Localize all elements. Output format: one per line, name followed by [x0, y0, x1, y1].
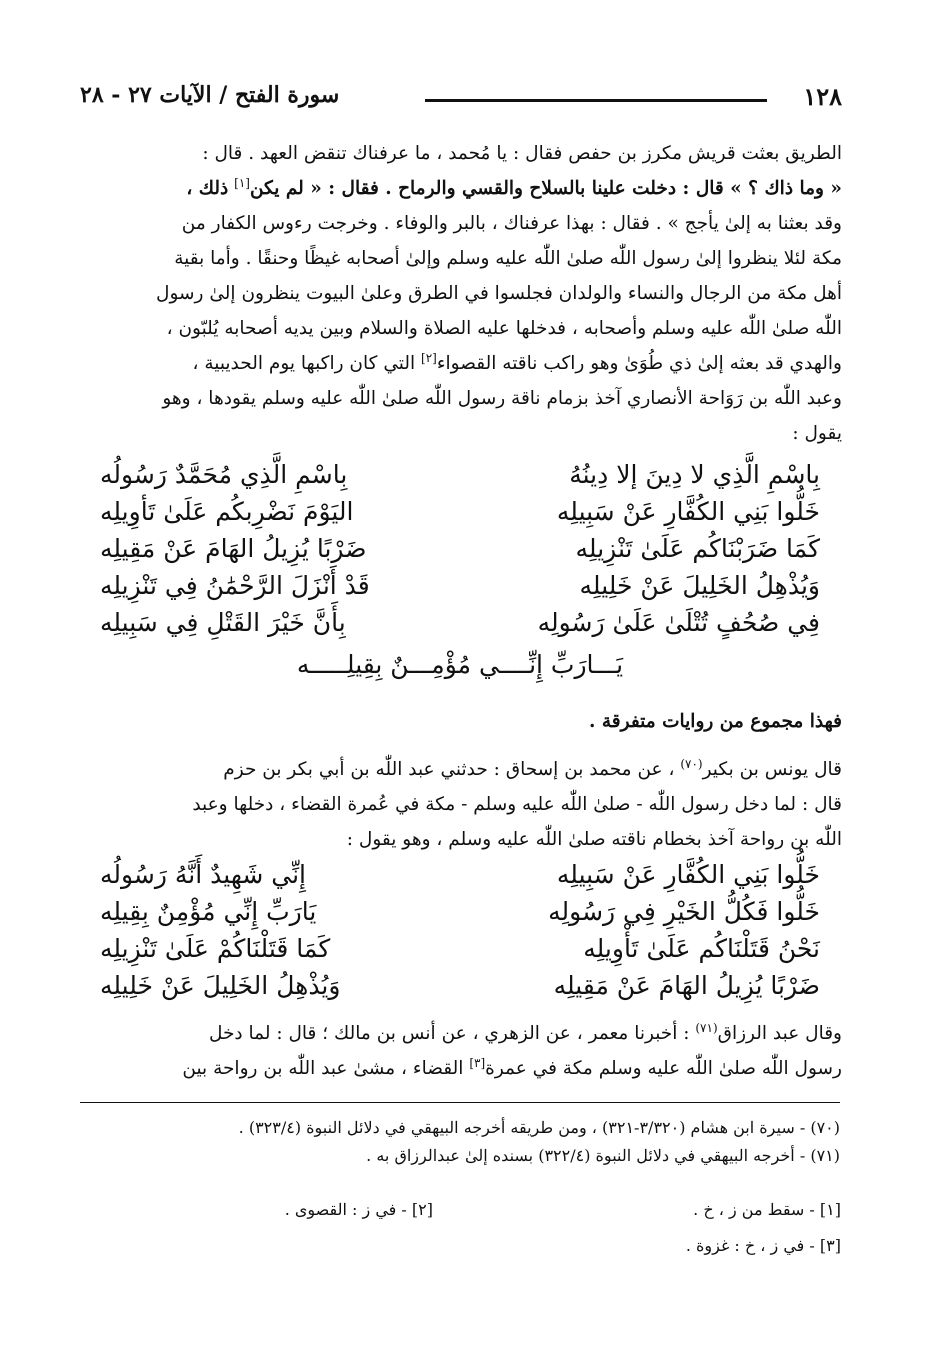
verse-hemistich-1: نَحْنُ قَتَلْنَاكُم عَلَىٰ تَأْوِيلِه — [583, 934, 820, 963]
verse-hemistich-2: كَمَا قَتَلْنَاكُمْ عَلَىٰ تَنْزِيلِه — [100, 934, 331, 963]
header-rule — [425, 99, 767, 102]
note-marker: [١] — [234, 175, 250, 190]
verse-hemistich-1: فِي صُحُفٍ تُتْلَىٰ عَلَىٰ رَسُولِه — [537, 608, 820, 637]
verse-row — [100, 497, 820, 534]
verse-row — [100, 934, 820, 971]
variant-note-2: [٢] - في ز : القصوى . — [284, 1200, 433, 1219]
verse-row — [100, 860, 820, 897]
text-line: مكة لئلا ينظروا إلىٰ رسول اللّٰه صلىٰ اللّٰه عليه وسلم وإلىٰ أصحابه غيظًا وحنقًا . وأما بقية — [174, 248, 842, 269]
verse-hemistich-2: ضَرْبًا يُزِيلُ الهَامَ عَنْ مَقِيلِه — [100, 534, 367, 563]
quoted-dialogue-tail: ذلك ، — [186, 178, 229, 199]
ref-marker: (٧١) — [695, 1020, 718, 1035]
variant-note-3: [٣] - في ز ، خ : غزوة . — [685, 1236, 841, 1255]
footnote-70: (٧٠) - سيرة ابن هشام (٣/٣٢٠-٣٢١) ، ومن طريقه أخرجه البيهقي في دلائل النبوة (٣٢٣/٤) . — [238, 1118, 840, 1137]
verse-hemistich-1: بِاسْمِ الَّذِي لا دِينَ إلا دِينُهُ — [569, 460, 820, 489]
verse-hemistich-1: كَمَا ضَرَبْنَاكُم عَلَىٰ تَنْزِيلِه — [575, 534, 820, 563]
text-line — [72, 346, 842, 381]
text-segment: وقال عبد الرزاق — [717, 1023, 842, 1044]
text-line: الطريق بعثت قريش مكرز بن حفص فقال : يا مُحمد ، ما عرفناك تنقض العهد . قال : — [202, 143, 842, 164]
verse-row — [100, 571, 820, 608]
paragraph-3 — [72, 1016, 842, 1086]
text-line: يقول : — [792, 423, 842, 444]
surah-title: سورة الفتح / الآيات ٢٧ - ٢٨ — [80, 82, 340, 108]
text-line: وقد بعثنا به إلىٰ يأجج » . فقال : بهذا عرفناك ، بالبر والوفاء . وخرجت رءوس الكفار من — [181, 213, 842, 234]
verse-row — [100, 534, 820, 571]
footnote-rule — [80, 1102, 840, 1103]
paragraph-2 — [72, 752, 842, 857]
text-segment: القضاء ، مشىٰ عبد اللّٰه بن رواحة بين — [182, 1058, 464, 1079]
text-line — [72, 1016, 842, 1051]
verse-hemistich-1: خَلُّوا بَنِي الكُفَّارِ عَنْ سَبِيلِه — [556, 860, 820, 889]
footnotes — [90, 1114, 840, 1170]
verse-hemistich-2: بِاسْمِ الَّذِي مُحَمَّدٌ رَسُولُه — [100, 460, 348, 489]
quoted-dialogue: « وما ذاك ؟ » قال : دخلت علينا بالسلاح والقسي والرماح . فقال : « لم يكن — [249, 178, 842, 199]
note-marker: [٣] — [469, 1055, 486, 1070]
text-segment: : أخبرنا معمر ، عن الزهري ، عن أنس بن مالك ؛ قال : لما دخل — [208, 1023, 690, 1044]
text-line: أهل مكة من الرجال والنساء والولدان فجلسوا في الطرق وعلىٰ البيوت ينظرون إلىٰ رسول — [156, 283, 842, 304]
verse-hemistich-1: ضَرْبًا يُزِيلُ الهَامَ عَنْ مَقِيلِه — [553, 971, 820, 1000]
verse-row — [100, 971, 820, 1008]
verse-hemistich-2: وَيُذْهِلُ الخَلِيلَ عَنْ خَلِيلِه — [100, 971, 341, 1000]
verse-hemistich-1: خَلُّوا بَنِي الكُفَّارِ عَنْ سَبِيلِه — [556, 497, 820, 526]
text-line — [72, 752, 842, 787]
text-line: وعبد اللّٰه بن رَوَاحة الأنصاري آخذ بزمام ناقة رسول اللّٰه صلىٰ اللّٰه عليه وسلم يقودها ، وهو — [162, 388, 842, 409]
text-line — [72, 1051, 842, 1086]
text-segment: والهدي قد بعثه إلىٰ ذي طُوَىٰ وهو راكب ناقته القصواء — [436, 353, 842, 374]
verse-hemistich-2: اليَوْمَ نَضْرِبكُم عَلَىٰ تَأوِيلِه — [100, 497, 354, 526]
text-line: قال : لما دخل رسول اللّٰه - صلىٰ اللّٰه عليه وسلم - مكة في عُمرة القضاء ، دخلها وعبد — [192, 794, 842, 815]
text-line — [72, 171, 842, 206]
verse-hemistich-2: إِنِّي شَهِيدٌ أَنَّهُ رَسُولُه — [100, 860, 306, 889]
ref-marker: (٧٠) — [680, 756, 703, 771]
footnote-71: (٧١) - أخرجه البيهقي في دلائل النبوة (٣٢٢/٤) بسنده إلىٰ عبدالرزاق به . — [366, 1146, 840, 1165]
text-segment: التي كان راكبها يوم الحديبية ، — [192, 353, 416, 374]
verse-single: يَـــارَبِّ إِنِّــــي مُؤْمِـــنٌ بِقِيلِـــــه — [296, 650, 624, 679]
poem-2 — [100, 860, 820, 1008]
text-segment: ، عن محمد بن إسحاق : حدثني عبد اللّٰه بن أبي بكر بن حزم — [223, 759, 675, 780]
verse-hemistich-2: قَدْ أَنْزَلَ الرَّحْمَٰنُ فِي تَنْزِيلِه — [100, 571, 370, 600]
verse-row — [100, 608, 820, 645]
verse-hemistich-1: وَيُذْهِلُ الخَلِيلَ عَنْ خَلِيلِه — [579, 571, 820, 600]
note-marker: [٢] — [421, 350, 437, 365]
verse-hemistich-2: بِأَنَّ خَيْرَ القَتْلِ فِي سَبِيلِه — [100, 608, 346, 637]
text-line: اللّٰه صلىٰ اللّٰه عليه وسلم وأصحابه ، فدخلها عليه الصلاة والسلام وبين يديه أصحابه يُلبّون ، — [166, 318, 842, 339]
verse-row — [100, 460, 820, 497]
text-segment: رسول اللّٰه صلىٰ اللّٰه عليه وسلم مكة في عمرة — [485, 1058, 842, 1079]
page-number: ١٢٨ — [803, 82, 842, 111]
verse-hemistich-2: يَارَبِّ إِنِّي مُؤْمِنٌ بِقِيلِه — [100, 897, 317, 926]
verse-row — [100, 897, 820, 934]
summary-line — [72, 704, 842, 739]
text-line: اللّٰه بن رواحة آخذ بخطام ناقته صلىٰ اللّٰه عليه وسلم ، وهو يقول : — [346, 829, 842, 850]
verse-hemistich-1: خَلُّوا فَكُلُّ الخَيْرِ فِي رَسُولِه — [548, 897, 820, 926]
text-segment: قال يونس بن بكير — [702, 759, 842, 780]
page-header — [70, 82, 842, 122]
summary-text: فهذا مجموع من روايات متفرقة . — [588, 711, 842, 732]
variant-note-1: [١] - سقط من ز ، خ . — [693, 1200, 841, 1219]
poem-1 — [100, 460, 820, 645]
paragraph-1 — [72, 136, 842, 451]
